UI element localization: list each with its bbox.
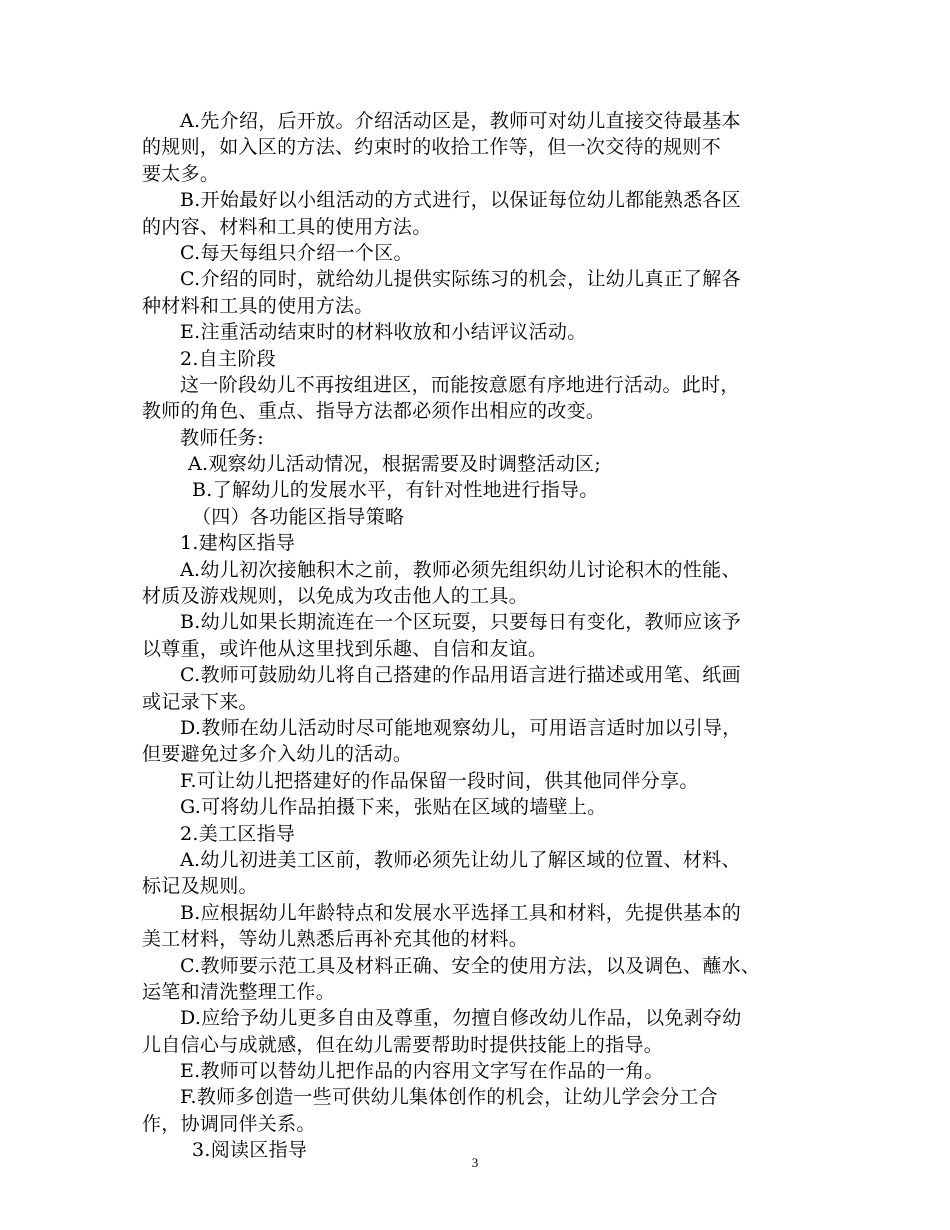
text-line: F.可让幼儿把搭建好的作品保留一段时间，供其他同伴分享。 <box>180 769 699 792</box>
text-line: B.应根据幼儿年龄特点和发展水平选择工具和材料，先提供基本的 <box>180 901 742 924</box>
page-number: 3 <box>471 1155 479 1170</box>
text-line: 但要避免过多介入幼儿的活动。 <box>142 743 413 766</box>
text-line: B.了解幼儿的发展水平，有针对性地进行指导。 <box>192 479 599 502</box>
text-line: G.可将幼儿作品拍摄下来，张贴在区域的墙壁上。 <box>180 796 607 819</box>
text-line: A.幼儿初次接触积木之前，教师必须先组织幼儿讨论积木的性能、 <box>180 558 741 581</box>
text-line: C.介绍的同时，就给幼儿提供实际练习的机会，让幼儿真正了解各 <box>180 268 741 291</box>
text-line: A.观察幼儿活动情况，根据需要及时调整活动区; <box>188 453 602 476</box>
text-line: 或记录下来。 <box>142 690 258 713</box>
text-line: A.先介绍，后开放。介绍活动区是，教师可对幼儿直接交待最基本 <box>180 110 741 132</box>
text-line: 美工材料，等幼儿熟悉后再补充其他的材料。 <box>142 928 529 951</box>
text-line: 标记及规则。 <box>142 875 258 898</box>
text-line: 以尊重，或许他从这里找到乐趣、自信和友谊。 <box>142 637 548 660</box>
text-line: 1.建构区指导 <box>180 532 296 555</box>
text-line: 要太多。 <box>142 162 220 185</box>
text-line: 的内容、材料和工具的使用方法。 <box>142 215 432 238</box>
text-line: （四）各功能区指导策略 <box>192 505 405 528</box>
body-text <box>142 108 812 1164</box>
text-line: C.教师可鼓励幼儿将自己搭建的作品用语言进行描述或用笔、纸画 <box>180 664 741 687</box>
text-line: B.开始最好以小组活动的方式进行，以保证每位幼儿都能熟悉各区 <box>180 189 742 212</box>
text-line: 这一阶段幼儿不再按组进区，而能按意愿有序地进行活动。此时， <box>180 373 740 396</box>
text-line: 教师任务: <box>180 426 264 449</box>
text-line: F.教师多创造一些可供幼儿集体创作的机会，让幼儿学会分工合 <box>180 1086 718 1109</box>
text-line: D.教师在幼儿活动时尽可能地观察幼儿，可用语言适时加以引导， <box>180 716 742 739</box>
text-line: 2.自主阶段 <box>180 347 276 370</box>
text-line: 作，协调同伴关系。 <box>142 1112 316 1135</box>
text-line: C.教师要示范工具及材料正确、安全的使用方法，以及调色、蘸水、 <box>180 954 761 977</box>
text-line: C.每天每组只介绍一个区。 <box>180 241 413 264</box>
text-line: 运笔和清洗整理工作。 <box>142 980 336 1003</box>
text-line: 种材料和工具的使用方法。 <box>142 294 374 317</box>
text-line: D.应给予幼儿更多自由及尊重，勿擅自修改幼儿作品，以免剥夺幼 <box>180 1007 742 1030</box>
text-line: E.教师可以替幼儿把作品的内容用文字写在作品的一角。 <box>180 1060 664 1083</box>
text-line: 的规则，如入区的方法、约束时的收拾工作等，但一次交待的规则不 <box>142 136 722 159</box>
text-line: 儿自信心与成就感，但在幼儿需要帮助时提供技能上的指导。 <box>142 1033 664 1056</box>
text-line: 材质及游戏规则，以免成为攻击他人的工具。 <box>142 585 529 608</box>
text-line: E.注重活动结束时的材料收放和小结评议活动。 <box>180 321 587 344</box>
text-line: 3.阅读区指导 <box>192 1139 308 1162</box>
text-line: 2.美工区指导 <box>180 822 296 845</box>
text-line: A.幼儿初进美工区前，教师必须先让幼儿了解区域的位置、材料、 <box>180 848 741 871</box>
text-line: 教师的角色、重点、指导方法都必须作出相应的改变。 <box>142 400 606 423</box>
text-line: B.幼儿如果长期流连在一个区玩耍，只要每日有变化，教师应该予 <box>180 611 742 634</box>
